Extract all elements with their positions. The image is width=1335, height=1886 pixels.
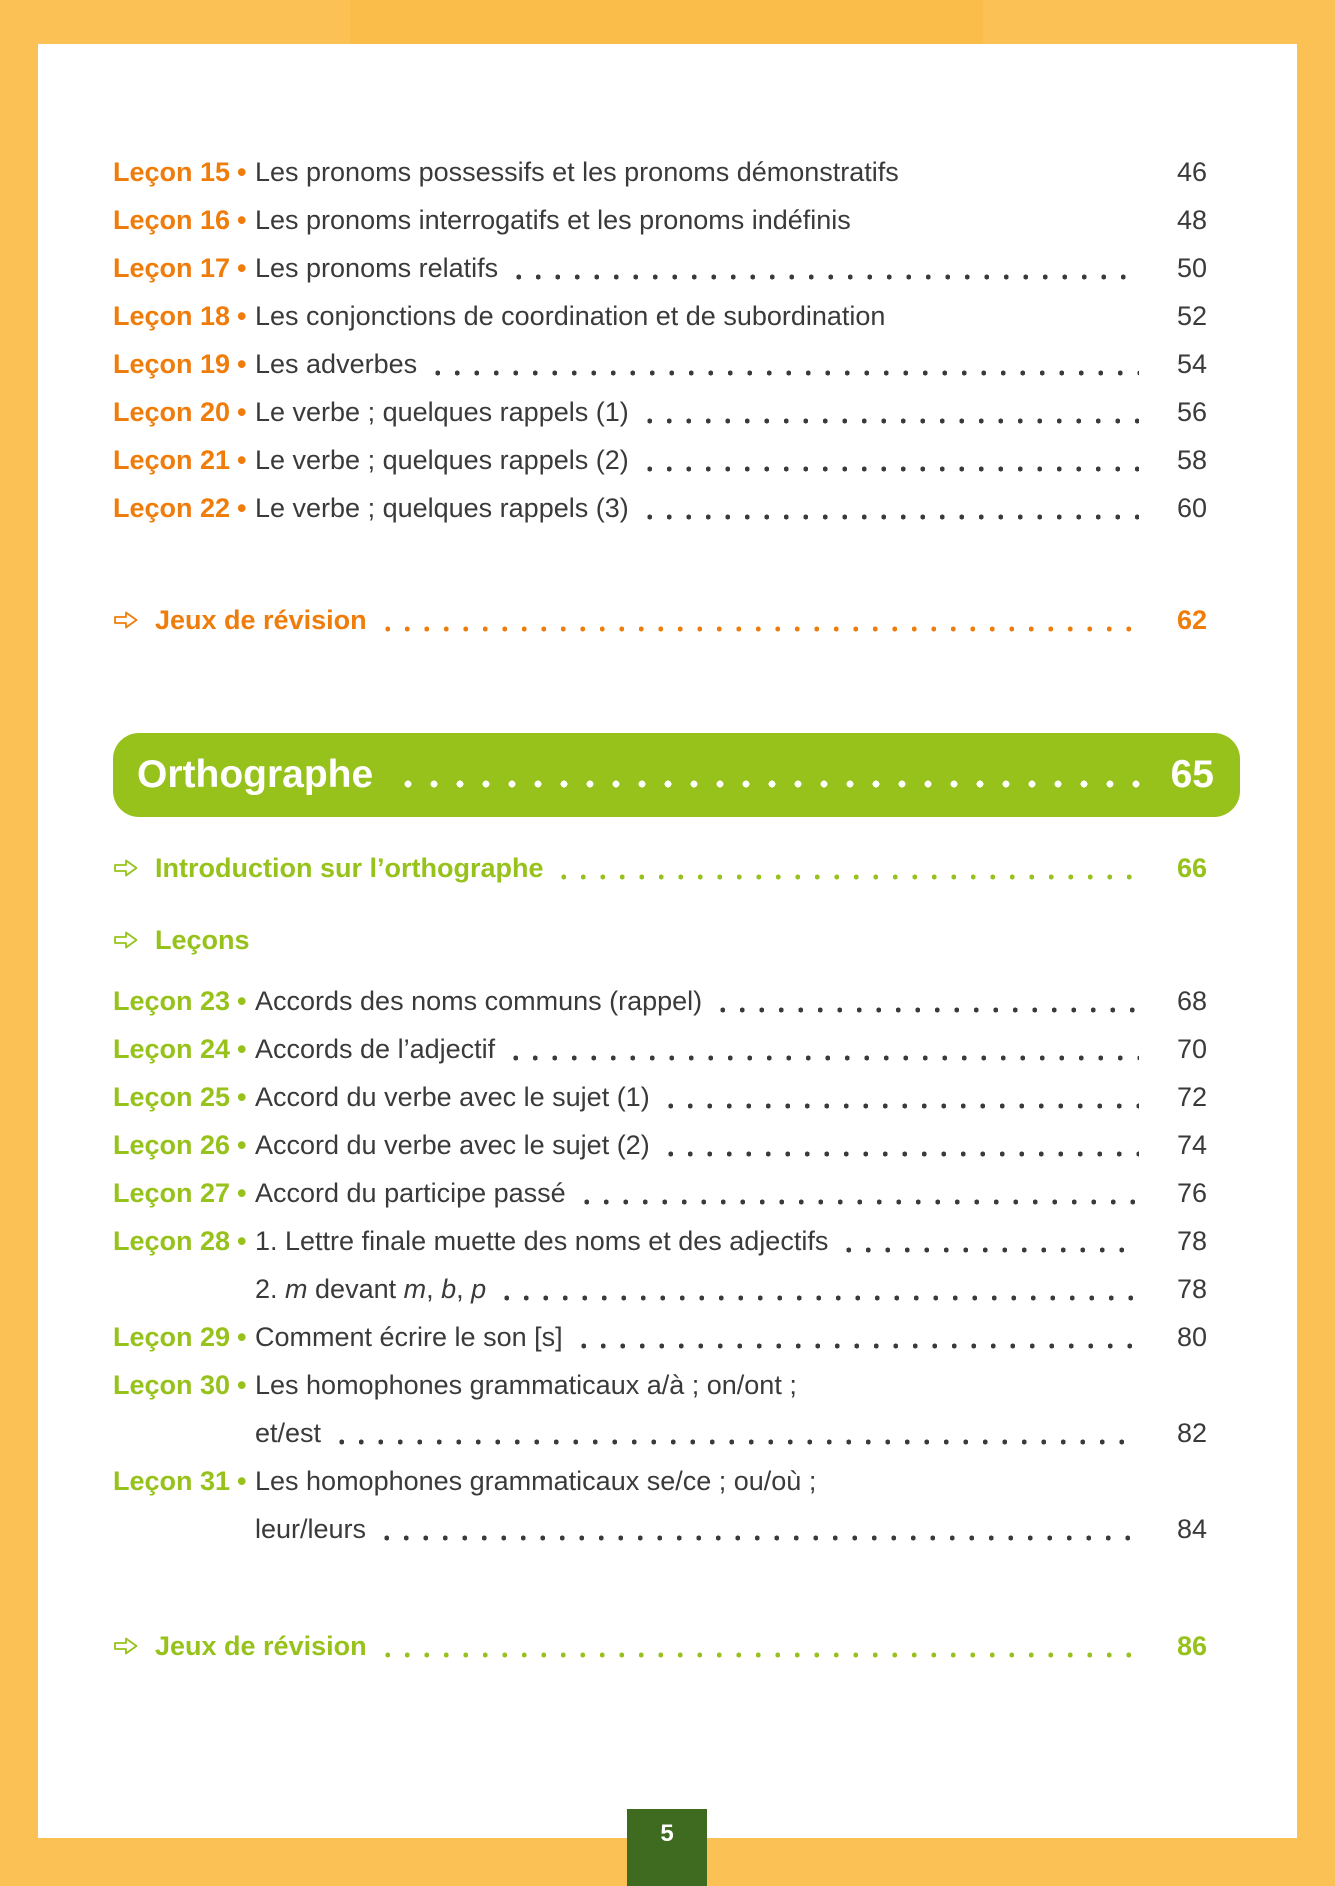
bullet-icon: • [237, 349, 247, 379]
page-ref: 70 [1176, 1034, 1207, 1064]
lesson-label: Leçon 28 • [113, 1217, 255, 1265]
lesson-label: Leçon 23 • [113, 977, 255, 1025]
lesson-title: Le verbe ; quelques rappels (3) [255, 493, 629, 523]
lesson-label: Leçon 26 • [113, 1121, 255, 1169]
bullet-icon: • [237, 493, 247, 523]
lesson-label: Leçon 31 • [113, 1457, 255, 1505]
lesson-title: Le verbe ; quelques rappels (1) [255, 397, 629, 427]
page-ref: 74 [1176, 1130, 1207, 1160]
bullet-icon: • [237, 157, 247, 187]
lesson-label: Leçon 19 • [113, 340, 255, 388]
lesson-title: Les homophones grammaticaux se/ce ; ou/où ; [255, 1466, 817, 1496]
toc-entry-continuation [113, 1409, 1207, 1457]
lesson-title: Les pronoms interrogatifs et les pronoms indéfinis [255, 205, 851, 235]
lesson-subtitle: leur/leurs [255, 1514, 367, 1544]
lesson-title: 1. Lettre finale muette des noms et des adjectifs [255, 1226, 829, 1256]
dot-leader [904, 148, 1139, 196]
toc-entry [113, 1025, 1207, 1073]
orthographe-intro [113, 844, 1207, 892]
bullet-icon: • [237, 301, 247, 331]
toc-entry [113, 388, 1207, 436]
page-ref: 46 [1176, 157, 1207, 187]
lesson-title: Les pronoms relatifs [255, 253, 499, 283]
toc-entry [113, 1457, 1207, 1505]
top-tab-strip [350, 0, 983, 47]
lesson-label: Leçon 22 • [113, 484, 255, 532]
page-ref: 50 [1176, 253, 1207, 283]
bullet-icon: • [237, 205, 247, 235]
toc-entry [113, 436, 1207, 484]
toc-entry [113, 484, 1207, 532]
dot-leader [634, 484, 1139, 532]
lesson-label: Leçon 18 • [113, 292, 255, 340]
lesson-title: Le verbe ; quelques rappels (2) [255, 445, 629, 475]
lesson-label: Leçon 20 • [113, 388, 255, 436]
dot-leader [833, 1217, 1139, 1265]
toc-entry [113, 340, 1207, 388]
toc-entry [113, 844, 1207, 892]
label-spacer [113, 1409, 255, 1457]
toc-entry [113, 1073, 1207, 1121]
label-spacer [113, 1505, 255, 1553]
page-ref: 78 [1176, 1226, 1207, 1256]
dot-leader [802, 1361, 1207, 1409]
lesson-title: Les conjonctions de coordination et de subordination [255, 301, 886, 331]
toc-entry [113, 1121, 1207, 1169]
lesson-label: Leçon 15 • [113, 148, 255, 196]
lesson-subtitle: et/est [255, 1418, 322, 1448]
lesson-title: Les adverbes [255, 349, 418, 379]
lecons-header-row [113, 916, 1207, 964]
page-ref: 65 [1170, 753, 1214, 796]
lesson-title: Accord du verbe avec le sujet (1) [255, 1082, 650, 1112]
bullet-icon: • [237, 1370, 247, 1400]
toc-entry [113, 916, 1207, 964]
toc-entry [113, 244, 1207, 292]
bullet-icon: • [237, 1466, 247, 1496]
toc-entry [113, 1217, 1207, 1265]
arrow-icon [113, 1622, 139, 1670]
page-ref: 68 [1176, 986, 1207, 1016]
lecons-header: Leçons [155, 925, 250, 955]
bullet-icon: • [237, 397, 247, 427]
page-ref: 80 [1176, 1322, 1207, 1352]
page-ref: 60 [1176, 493, 1207, 523]
arrow-icon [113, 916, 139, 964]
dot-leader [422, 340, 1139, 388]
toc-entry [113, 1622, 1207, 1670]
dot-leader [491, 1265, 1139, 1313]
bullet-icon: • [237, 1226, 247, 1256]
toc-entry-continuation [113, 1505, 1207, 1553]
dot-leader [890, 292, 1139, 340]
dot-leader [856, 196, 1139, 244]
orthographe-lessons-list [113, 977, 1207, 1553]
page-ref: 86 [1176, 1631, 1207, 1661]
intro-label: Introduction sur l’orthographe [155, 853, 544, 883]
bullet-icon: • [237, 1322, 247, 1352]
page-ref: 62 [1176, 605, 1207, 635]
lesson-title: Les pronoms possessifs et les pronoms démonstratifs [255, 157, 899, 187]
dot-leader [571, 1169, 1139, 1217]
dot-leader [500, 1025, 1139, 1073]
dot-leader [634, 388, 1139, 436]
dot-leader [503, 244, 1139, 292]
bullet-icon: • [237, 445, 247, 475]
bullet-icon: • [237, 1034, 247, 1064]
lesson-title: Accords des noms communs (rappel) [255, 986, 703, 1016]
section-title: Orthographe [137, 753, 374, 796]
toc-entry [113, 148, 1207, 196]
page-ref: 76 [1176, 1178, 1207, 1208]
page-ref: 56 [1176, 397, 1207, 427]
lesson-label: Leçon 25 • [113, 1073, 255, 1121]
page-ref: 84 [1176, 1514, 1207, 1544]
dot-leader [707, 977, 1139, 1025]
grammaire-jeux [113, 596, 1207, 644]
lesson-title: Accord du verbe avec le sujet (2) [255, 1130, 650, 1160]
lesson-label: Leçon 27 • [113, 1169, 255, 1217]
jeux-label: Jeux de révision [155, 605, 367, 635]
orthographe-banner [113, 733, 1240, 817]
toc-entry-continuation [113, 1265, 1207, 1313]
lesson-title: Comment écrire le son [s] [255, 1322, 563, 1352]
toc-entry [113, 292, 1207, 340]
bullet-icon: • [237, 1082, 247, 1112]
page-ref: 72 [1176, 1082, 1207, 1112]
toc-entry [113, 1313, 1207, 1361]
lesson-title: Accords de l’adjectif [255, 1034, 496, 1064]
page-number: 5 [660, 1820, 674, 1847]
lesson-label: Leçon 24 • [113, 1025, 255, 1073]
lesson-label: Leçon 17 • [113, 244, 255, 292]
bullet-icon: • [237, 253, 247, 283]
dot-leader [548, 844, 1139, 892]
lesson-label: Leçon 29 • [113, 1313, 255, 1361]
dot-leader [821, 1457, 1207, 1505]
page-ref: 78 [1176, 1274, 1207, 1304]
toc-entry [113, 1361, 1207, 1409]
page-ref: 82 [1176, 1418, 1207, 1448]
arrow-icon [113, 596, 139, 644]
lesson-label: Leçon 21 • [113, 436, 255, 484]
orthographe-jeux [113, 1622, 1207, 1670]
label-spacer [113, 1265, 255, 1313]
jeux-label: Jeux de révision [155, 1631, 367, 1661]
toc-entry [113, 596, 1207, 644]
dot-leader [372, 1622, 1139, 1670]
lesson-label: Leçon 16 • [113, 196, 255, 244]
dot-leader [387, 733, 1144, 817]
dot-leader [655, 1073, 1139, 1121]
bullet-icon: • [237, 1130, 247, 1160]
bullet-icon: • [237, 986, 247, 1016]
page-content [38, 44, 1297, 1838]
page-ref: 48 [1176, 205, 1207, 235]
arrow-icon [113, 844, 139, 892]
bullet-icon: • [237, 1178, 247, 1208]
dot-leader [372, 596, 1139, 644]
dot-leader [655, 1121, 1139, 1169]
grammaire-lessons-list [113, 148, 1207, 532]
page-ref: 66 [1176, 853, 1207, 883]
page-ref: 58 [1176, 445, 1207, 475]
dot-leader [568, 1313, 1139, 1361]
dot-leader [634, 436, 1139, 484]
page-number-box [627, 1809, 707, 1886]
dot-leader [371, 1505, 1139, 1553]
lesson-title: Les homophones grammaticaux a/à ; on/ont ; [255, 1370, 797, 1400]
lesson-label: Leçon 30 • [113, 1361, 255, 1409]
page-ref: 52 [1176, 301, 1207, 331]
toc-entry [113, 1169, 1207, 1217]
lesson-title: Accord du participe passé [255, 1178, 566, 1208]
toc-entry [113, 977, 1207, 1025]
toc-entry [113, 196, 1207, 244]
lesson-subtitle: 2. m devant m, b, p [255, 1274, 487, 1304]
dot-leader [326, 1409, 1139, 1457]
page-ref: 54 [1176, 349, 1207, 379]
